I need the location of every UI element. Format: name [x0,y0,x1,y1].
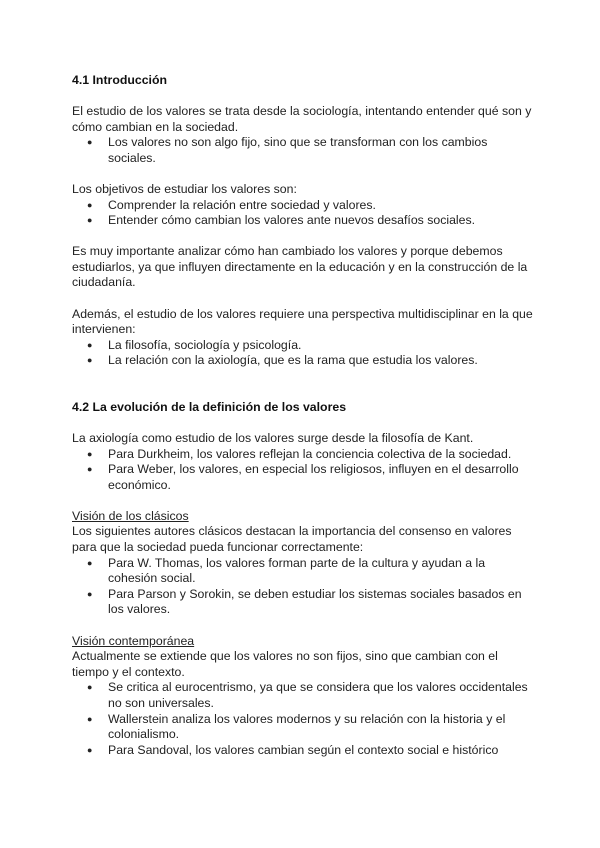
contemporary-subheading: Visión contemporánea [72,633,195,648]
contemporary-paragraph: Actualmente se extiende que los valores no son fijos, sino que cambian con el tiempo y el contexto. [72,649,498,679]
list-item: ● Entender cómo cambian los valores ante nuevos desafíos sociales. [72,213,534,229]
classic-subheading: Visión de los clásicos [72,508,189,523]
multidisciplinary-list [72,338,534,369]
list-item: ● Para Weber, los valores, en especial los religiosos, influyen en el desarrollo económico. [72,462,534,493]
list-item: ● La filosofía, sociología y psicología. [72,338,534,354]
list-item: ● Para Sandoval, los valores cambian según el contexto social e histórico [72,743,534,759]
list-item: ● Para Durkheim, los valores reflejan la conciencia colectiva de la sociedad. [72,447,534,463]
section-heading-4-2: 4.2 La evolución de la definición de los valores [72,399,347,414]
contemporary-list [72,680,534,758]
list-item: ● Para W. Thomas, los valores forman parte de la cultura y ayudan a la cohesión social. [72,556,534,587]
list-item: ● Comprender la relación entre sociedad y valores. [72,198,534,214]
classic-paragraph: Los siguientes autores clásicos destacan la importancia del consenso en valores para que la sociedad pueda funcionar correctamente: [72,524,512,555]
classic-list [72,556,534,618]
list-item: ● Los valores no son algo fijo, sino que se transforman con los cambios sociales. [72,135,534,166]
objectives-paragraph: Los objetivos de estudiar los valores son: [72,181,297,196]
axiology-list [72,447,534,494]
multidisciplinary-paragraph: Además, el estudio de los valores requiere una perspectiva multidisciplinar en la que intervienen: [72,306,533,337]
objectives-list [72,198,534,229]
axiology-paragraph: La axiología como estudio de los valores surge desde la filosofía de Kant. [72,431,474,445]
list-item: ● La relación con la axiología, que es la rama que estudia los valores. [72,353,534,369]
intro-list [72,135,534,166]
intro-paragraph: El estudio de los valores se trata desde la sociología, intentando entender qué son y cómo cambian en la sociedad. [72,104,532,134]
list-item: ● Se critica al eurocentrismo, ya que se considera que los valores occidentales no son universales. [72,680,534,711]
list-item: ● Wallerstein analiza los valores modernos y su relación con la historia y el colonialismo. [72,712,534,743]
list-item: ● Para Parson y Sorokin, se deben estudiar los sistemas sociales basados en los valores. [72,587,534,618]
document-content [72,73,534,758]
importance-paragraph: Es muy importante analizar cómo han cambiado los valores y porque debemos estudiarlos, ya que influyen directamente en la educación y en la construcción de la ciudadanía. [72,244,528,290]
section-heading-4-1: 4.1 Introducción [72,73,167,87]
